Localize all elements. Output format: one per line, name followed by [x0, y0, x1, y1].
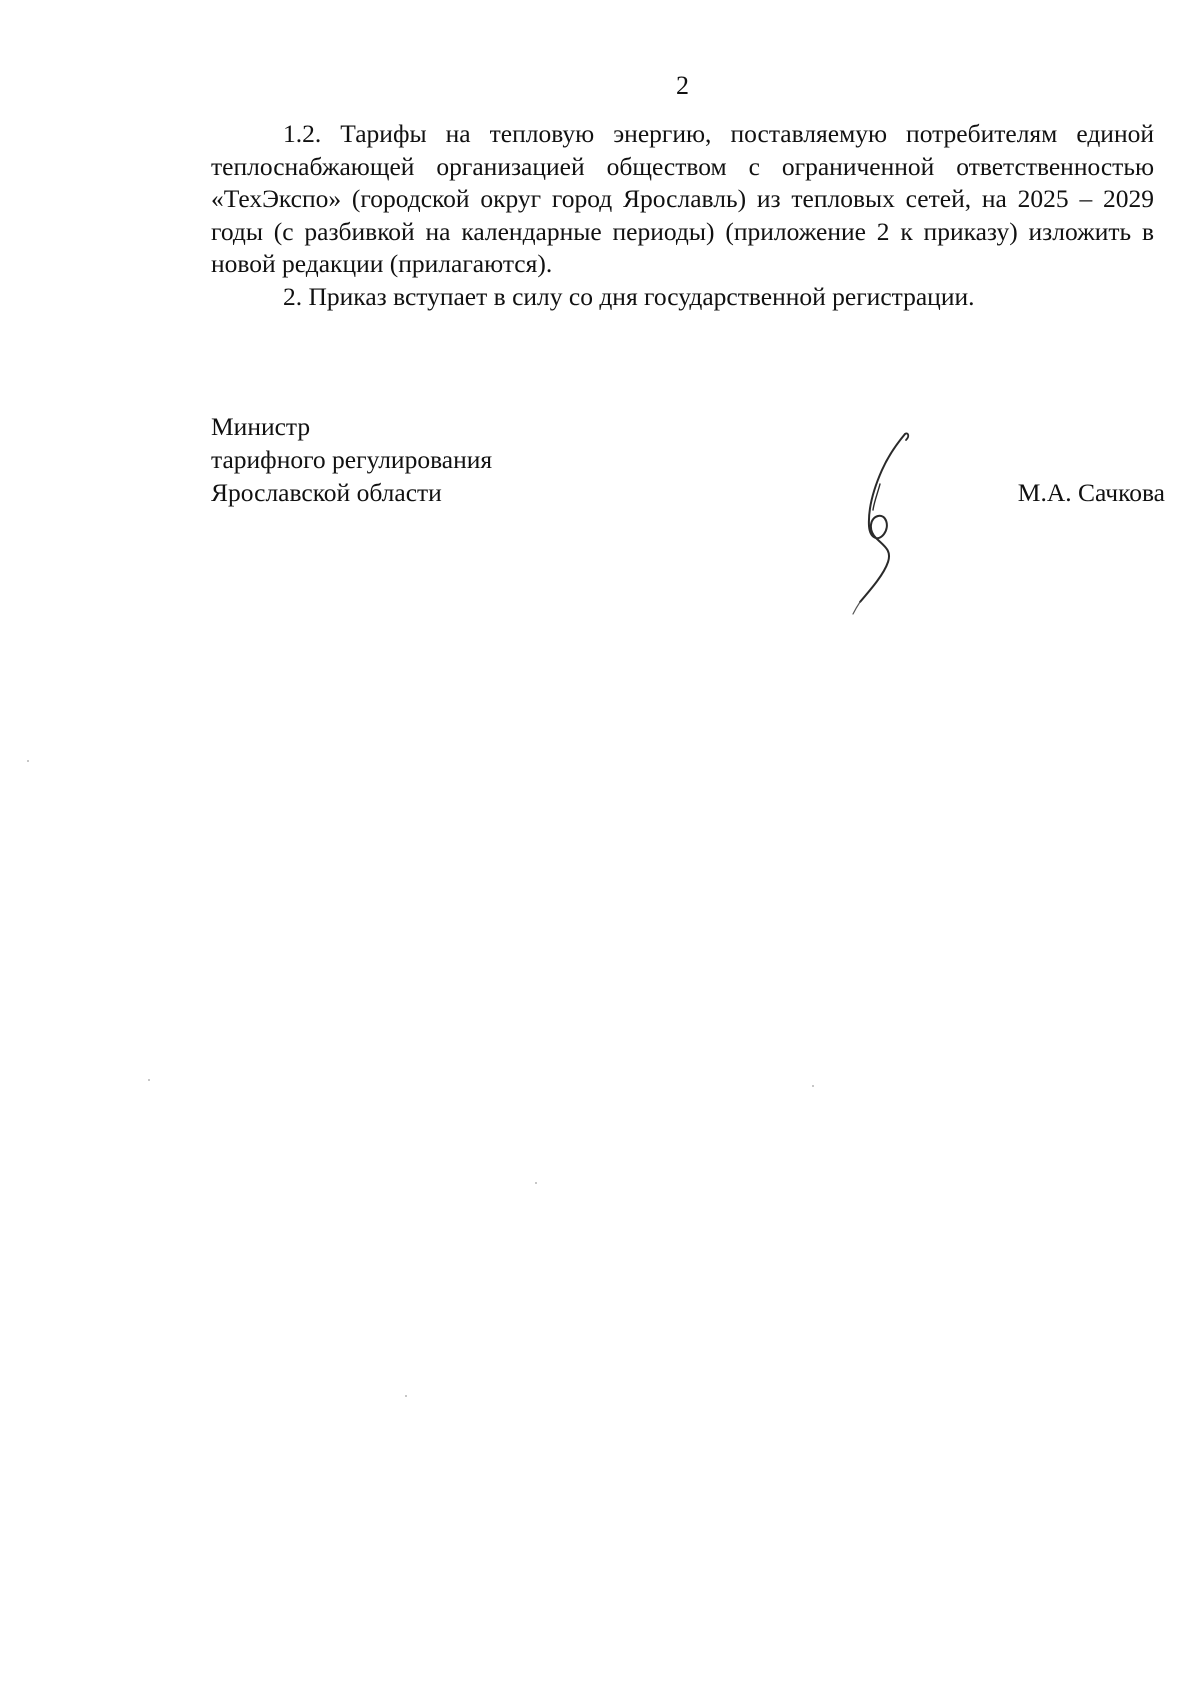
position-line-department: тарифного регулирования — [211, 445, 493, 474]
paragraph-tariffs: 1.2. Тарифы на тепловую энергию, поставляемую потребителям единой теплоснабжающей организацией обществом с ограниченной ответственностью «ТехЭкспо» (городской округ город Ярославль) из тепловых сетей, на 2025 – 2029 годы (с разбивкой на календарные периоды) (приложение 2 к приказу) изложить в новой редакции (прилагаются). — [211, 119, 1154, 278]
scan-speck — [405, 1395, 407, 1397]
position-line-region: Ярославской области — [211, 478, 442, 507]
handwritten-signature — [820, 430, 940, 615]
position-line-minister: Министр — [211, 412, 311, 441]
scan-speck — [812, 1085, 814, 1087]
scan-speck — [535, 1182, 537, 1184]
paragraph-effective-date: 2. Приказ вступает в силу со дня государственной регистрации. — [283, 281, 975, 311]
signer-name: М.А. Сачкова — [1017, 478, 1165, 507]
document-body — [211, 118, 1154, 313]
page-number: 2 — [676, 71, 689, 100]
scan-speck — [27, 760, 29, 762]
scan-speck — [148, 1079, 150, 1081]
